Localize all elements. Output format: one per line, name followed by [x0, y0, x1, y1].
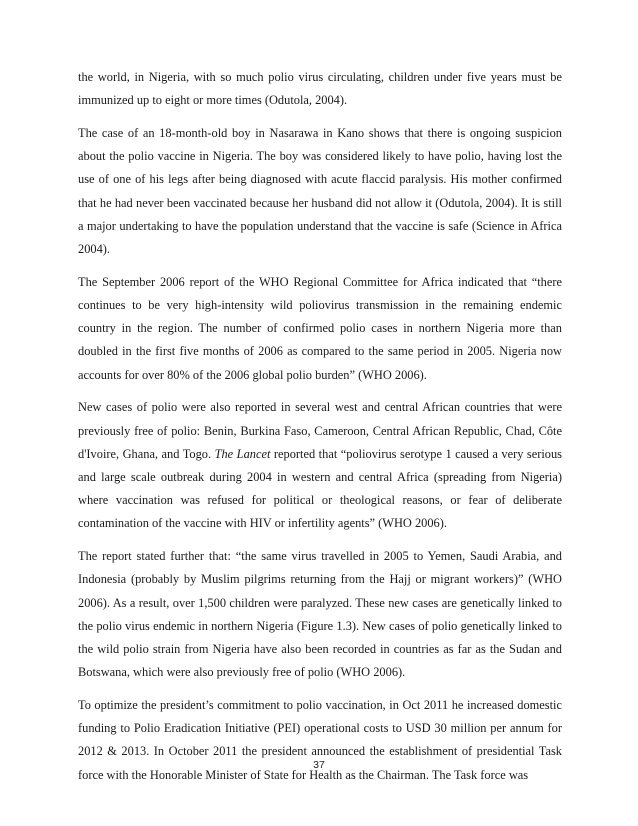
- paragraph-new-cases-tail: reported that “poliovirus serotype 1 caused a very serious and large scale outbreak during 2004 in western and central Africa (spreading from Nigeria) where vaccination was refused for political or theological reasons, or fear of deliberate contamination of the vaccine with HIV or infertility agents” (WHO 2006).: [78, 446, 562, 531]
- paragraph-presidential-commitment: To optimize the president’s commitment to polio vaccination, in Oct 2011 he increased domestic funding to Polio Eradication Initiative (PEI) operational costs to USD 30 million per annum for 2012 & 2013. In October 2011 the president announced the establishment of presidential Task force with the Honorable Minister of State for Health as the Chairman. The Task force was: [78, 698, 562, 782]
- paragraph-nasarawa-case: The case of an 18-month-old boy in Nasarawa in Kano shows that there is ongoing suspicion about the polio vaccine in Nigeria. The boy was considered likely to have polio, having lost the use of one of his legs after being diagnosed with acute flaccid paralysis. His mother confirmed that he had never been vaccinated because her husband did not allow it (Odutola, 2004). It is still a major undertaking to have the population understand that the vaccine is safe (Science in Africa 2004).: [78, 126, 562, 257]
- paragraph-who-report: The September 2006 report of the WHO Regional Committee for Africa indicated that “there continues to be very high-intensity wild poliovirus transmission in the remaining endemic country in the region. The number of confirmed polio cases in northern Nigeria more than doubled in the first five months of 2006 as compared to the same period in 2005. Nigeria now accounts for over 80% of the 2006 global polio burden” (WHO 2006).: [78, 274, 562, 382]
- paragraph-continuation: the world, in Nigeria, with so much polio virus circulating, children under five years must be immunized up to eight or more times (Odutola, 2004).: [78, 70, 562, 108]
- body-text: [78, 66, 562, 796]
- paragraph-new-cases: [78, 396, 562, 535]
- page-number: 37: [313, 759, 325, 771]
- paragraph-virus-spread: The report stated further that: “the same virus travelled in 2005 to Yemen, Saudi Arabia, and Indonesia (probably by Muslim pilgrims returning from the Hajj or migrant workers)” (WHO 2006). As a result, over 1,500 children were paralyzed. These new cases are genetically linked to the polio virus endemic in northern Nigeria (Figure 1.3). New cases of polio genetically linked to the wild polio strain from Nigeria have also been recorded in countries as far as the Sudan and Botswana, which were also previously free of polio (WHO 2006).: [78, 549, 562, 680]
- journal-title: The Lancet: [214, 446, 271, 461]
- paragraph-new-cases-lead: New cases of polio were also reported in several west and central African countries that were previously free of polio: Benin, Burkina Faso, Cameroon, Central African Republic, Chad, Côte d'Ivoire, Ghana, and Togo.: [78, 400, 562, 461]
